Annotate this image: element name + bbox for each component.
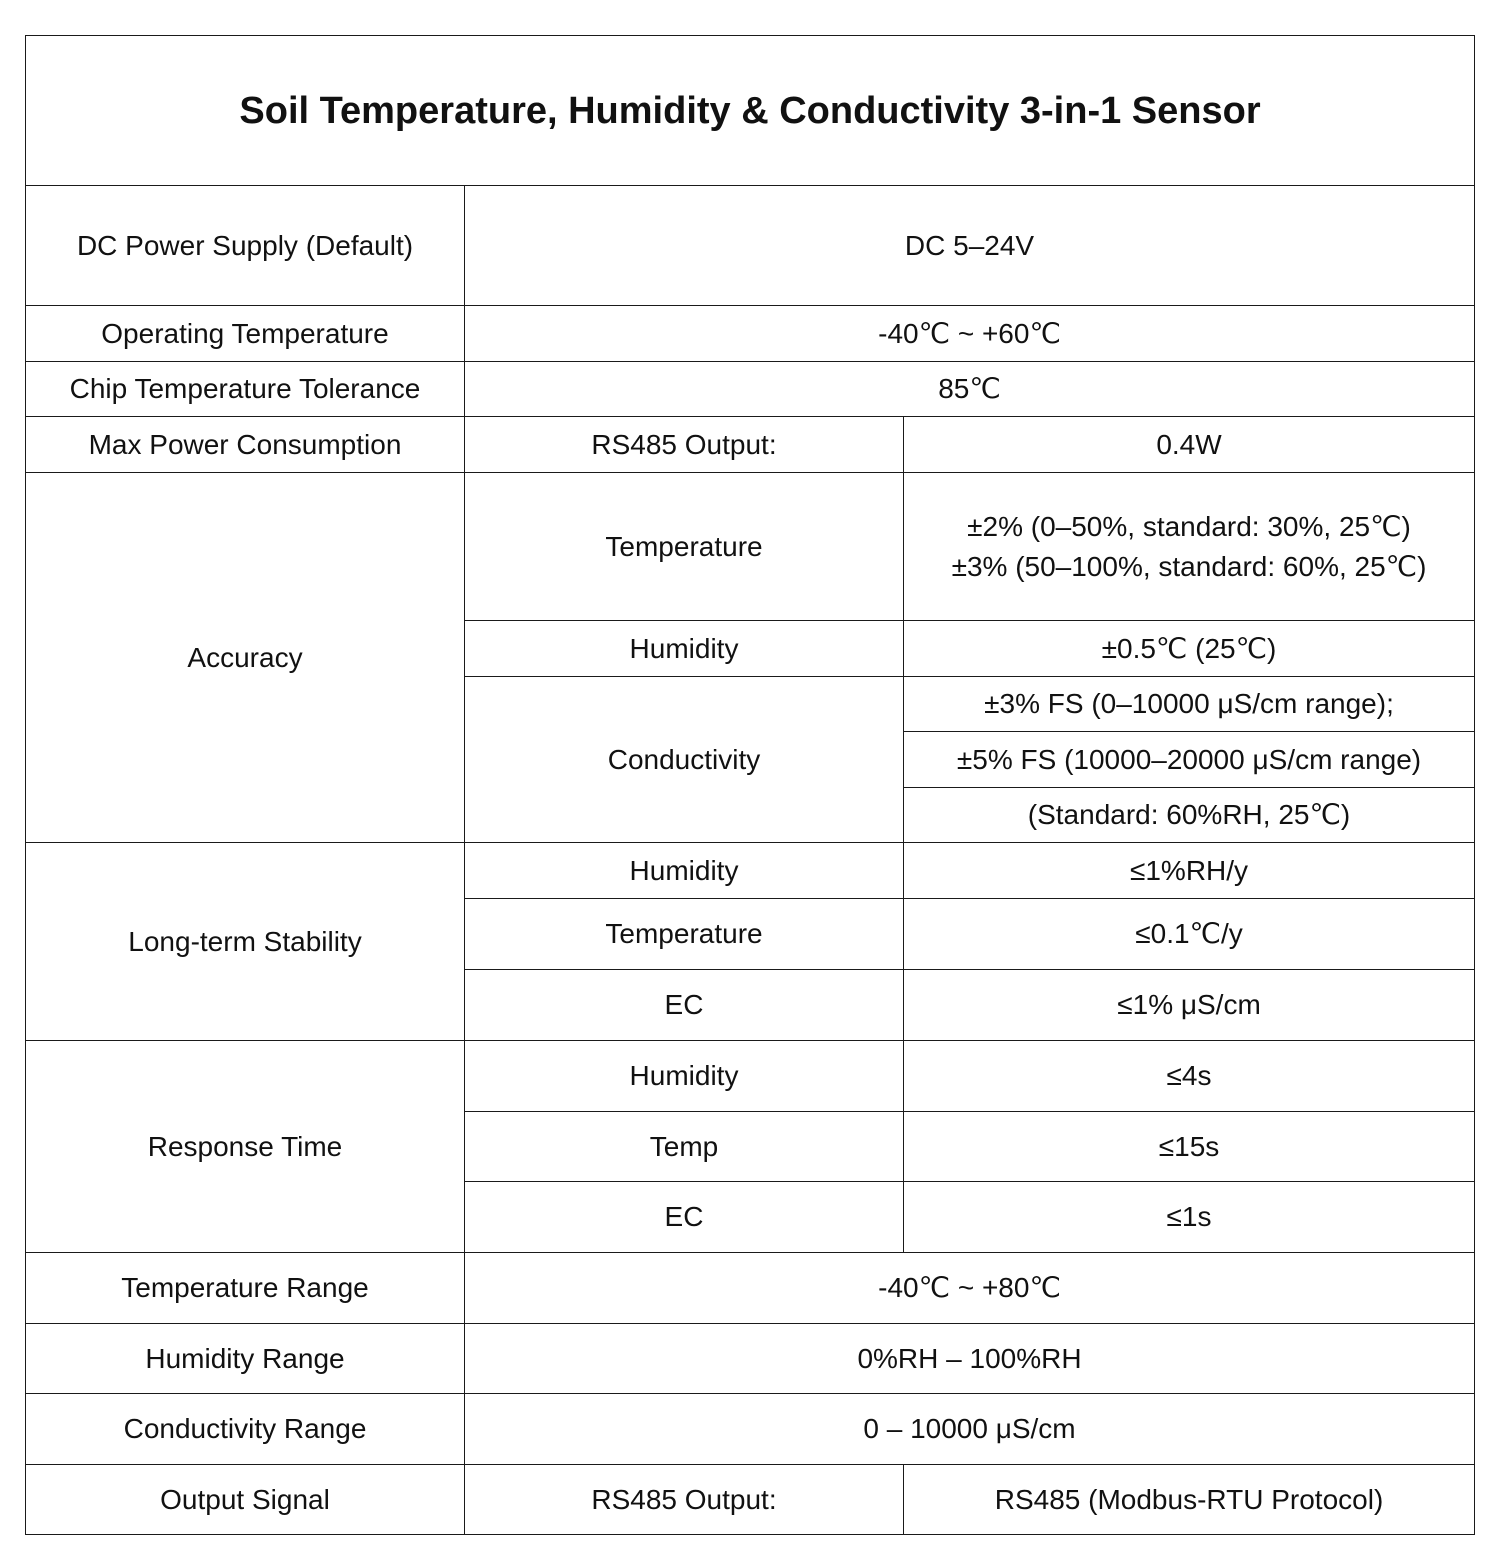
row-value: RS485 (Modbus-RTU Protocol) <box>904 1465 1475 1535</box>
row-value: (Standard: 60%RH, 25℃) <box>904 788 1475 843</box>
row-sublabel: Temp <box>465 1112 904 1182</box>
row-value: ≤1%RH/y <box>904 843 1475 899</box>
title-row <box>26 36 1475 186</box>
row-label: Long-term Stability <box>26 843 465 1041</box>
row-value: -40℃ ~ +60℃ <box>465 306 1475 362</box>
table-row <box>26 417 1475 473</box>
table-title: Soil Temperature, Humidity & Conductivity 3-in-1 Sensor <box>26 36 1475 186</box>
row-label: Humidity Range <box>26 1324 465 1394</box>
row-sublabel: Temperature <box>465 473 904 621</box>
row-sublabel: Conductivity <box>465 677 904 843</box>
row-label: Temperature Range <box>26 1253 465 1324</box>
row-value: DC 5–24V <box>465 186 1475 306</box>
table-row <box>26 473 1475 621</box>
row-value: ±0.5℃ (25℃) <box>904 621 1475 677</box>
row-sublabel: EC <box>465 1182 904 1253</box>
row-value: 85℃ <box>465 362 1475 417</box>
row-sublabel: RS485 Output: <box>465 1465 904 1535</box>
table-row <box>26 1324 1475 1394</box>
table-row <box>26 1394 1475 1465</box>
row-label: Max Power Consumption <box>26 417 465 473</box>
table-row <box>26 186 1475 306</box>
table-row <box>26 362 1475 417</box>
row-label: Accuracy <box>26 473 465 843</box>
table-row <box>26 843 1475 899</box>
row-value: ≤0.1℃/y <box>904 899 1475 970</box>
row-sublabel: Temperature <box>465 899 904 970</box>
row-value: 0.4W <box>904 417 1475 473</box>
row-value <box>904 473 1475 621</box>
row-value: -40℃ ~ +80℃ <box>465 1253 1475 1324</box>
row-sublabel: RS485 Output: <box>465 417 904 473</box>
row-value: 0 – 10000 μS/cm <box>465 1394 1475 1465</box>
row-label: Response Time <box>26 1041 465 1253</box>
table-row <box>26 1253 1475 1324</box>
row-label: DC Power Supply (Default) <box>26 186 465 306</box>
row-value: ±5% FS (10000–20000 μS/cm range) <box>904 732 1475 788</box>
value-line: ±3% (50–100%, standard: 60%, 25℃) <box>951 550 1427 582</box>
row-value: ≤1% μS/cm <box>904 970 1475 1041</box>
table-row <box>26 1041 1475 1112</box>
row-sublabel: EC <box>465 970 904 1041</box>
row-label: Chip Temperature Tolerance <box>26 362 465 417</box>
row-value: 0%RH – 100%RH <box>465 1324 1475 1394</box>
row-label: Operating Temperature <box>26 306 465 362</box>
row-label: Output Signal <box>26 1465 465 1535</box>
row-value: ≤1s <box>904 1182 1475 1253</box>
table-row <box>26 306 1475 362</box>
spec-table <box>25 35 1475 1535</box>
row-sublabel: Humidity <box>465 1041 904 1112</box>
row-sublabel: Humidity <box>465 843 904 899</box>
row-value: ±3% FS (0–10000 μS/cm range); <box>904 677 1475 732</box>
value-line: ±2% (0–50%, standard: 30%, 25℃) <box>967 510 1411 542</box>
row-sublabel: Humidity <box>465 621 904 677</box>
table-row <box>26 1465 1475 1535</box>
row-label: Conductivity Range <box>26 1394 465 1465</box>
row-value: ≤15s <box>904 1112 1475 1182</box>
row-value: ≤4s <box>904 1041 1475 1112</box>
